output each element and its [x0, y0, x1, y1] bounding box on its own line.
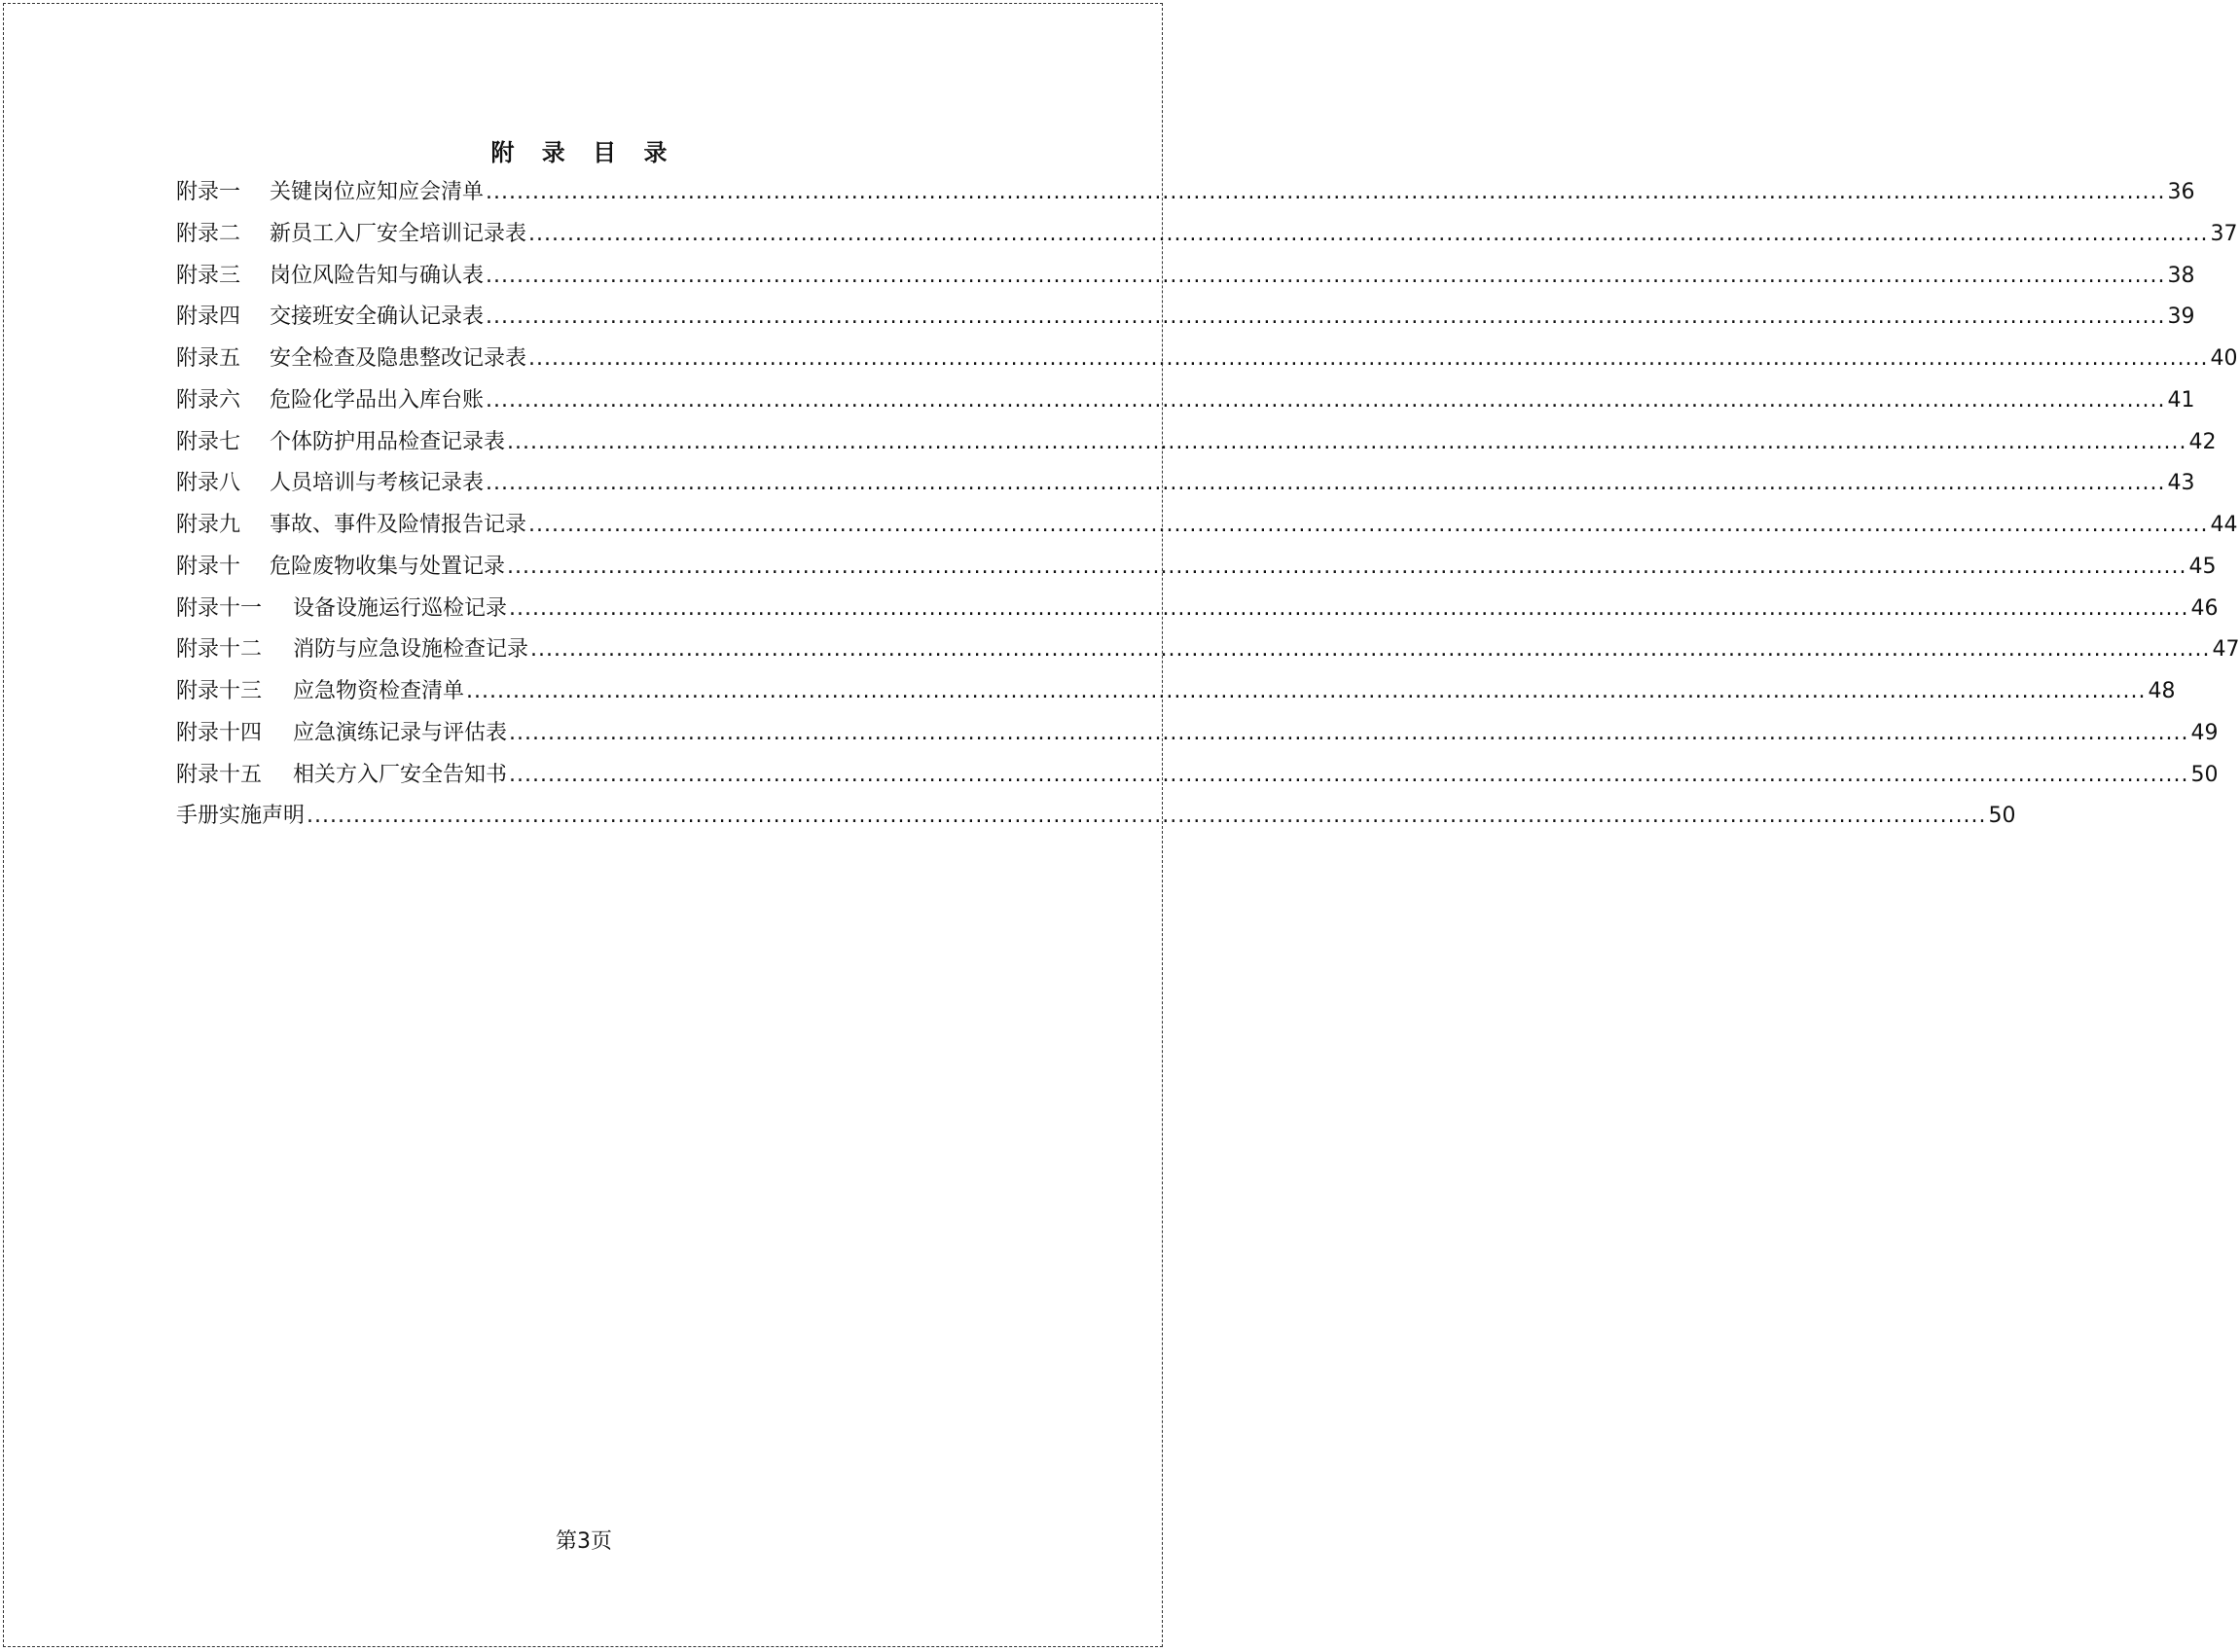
- toc-entry-page: 37: [2210, 221, 2238, 246]
- toc-entry-title: 交接班安全确认记录表: [270, 305, 485, 330]
- toc-entry-label: 附录一: [176, 180, 241, 204]
- toc-entry[interactable]: [176, 340, 2238, 381]
- toc-entry[interactable]: [176, 298, 2195, 340]
- toc-entry[interactable]: [176, 464, 2195, 506]
- toc-entry-label: 附录十四: [176, 720, 263, 745]
- page-title: 附 录 目 录: [490, 139, 677, 166]
- toc-entry-leader: ........................................................................................................................................................................................................................: [486, 305, 2166, 330]
- toc-entry-page: 49: [2190, 720, 2219, 745]
- toc-entry-leader: ........................................................................................................................................................................................................................: [509, 595, 2189, 621]
- toc-entry[interactable]: [176, 714, 2219, 756]
- toc-entry-leader: ........................................................................................................................................................................................................................: [486, 180, 2166, 204]
- toc-entry-page: 46: [2190, 595, 2219, 621]
- toc-list: [176, 173, 2240, 839]
- toc-entry-title: 消防与应急设施检查记录: [293, 637, 529, 663]
- toc-entry-title: 设备设施运行巡检记录: [293, 595, 508, 621]
- toc-entry-page: 40: [2210, 346, 2238, 371]
- toc-entry[interactable]: [176, 548, 2217, 590]
- toc-entry-label: 附录五: [176, 346, 241, 371]
- toc-entry-title: 人员培训与考核记录表: [270, 471, 485, 496]
- toc-entry-page: 50: [2190, 762, 2219, 787]
- toc-entry-label: 附录三: [176, 263, 241, 288]
- toc-entry-label: 附录十二: [176, 637, 263, 663]
- toc-entry-title: 相关方入厂安全告知书: [293, 762, 508, 787]
- toc-entry-label: 附录四: [176, 305, 241, 330]
- toc-entry-leader: ........................................................................................................................................................................................................................: [528, 346, 2209, 371]
- toc-entry-label: 附录十: [176, 554, 241, 579]
- toc-entry-title: 个体防护用品检查记录表: [270, 429, 506, 454]
- toc-entry-leader: ........................................................................................................................................................................................................................: [486, 471, 2166, 496]
- toc-entry-label: 附录十一: [176, 595, 263, 621]
- toc-entry-leader: ........................................................................................................................................................................................................................: [307, 804, 1987, 829]
- toc-entry[interactable]: [176, 257, 2195, 299]
- toc-entry-leader: ........................................................................................................................................................................................................................: [486, 263, 2166, 288]
- toc-entry-page: 41: [2167, 387, 2195, 413]
- toc-entry-label: 附录二: [176, 221, 241, 246]
- toc-entry-title: 应急物资检查清单: [293, 679, 465, 703]
- toc-entry-title: 危险化学品出入库台账: [270, 387, 485, 413]
- toc-entry-title: 岗位风险告知与确认表: [270, 263, 485, 288]
- toc-entry[interactable]: [176, 797, 2016, 839]
- toc-entry-page: 38: [2167, 263, 2195, 288]
- toc-entry[interactable]: [176, 672, 2176, 714]
- toc-entry-title: 应急演练记录与评估表: [293, 720, 508, 745]
- toc-entry-leader: ........................................................................................................................................................................................................................: [528, 513, 2209, 537]
- toc-entry-leader: ........................................................................................................................................................................................................................: [528, 221, 2209, 246]
- toc-entry-label: 附录十三: [176, 679, 263, 703]
- toc-entry-page: 39: [2167, 305, 2195, 330]
- toc-entry-title: 危险废物收集与处置记录: [270, 554, 506, 579]
- toc-entry-page: 42: [2188, 429, 2217, 454]
- toc-entry[interactable]: [176, 381, 2195, 423]
- toc-entry-leader: ........................................................................................................................................................................................................................: [466, 679, 2147, 703]
- toc-entry-leader: ........................................................................................................................................................................................................................: [509, 720, 2189, 745]
- toc-entry-page: 48: [2148, 679, 2176, 703]
- toc-entry-page: 47: [2212, 637, 2240, 663]
- toc-entry-title: 新员工入厂安全培训记录表: [270, 221, 527, 246]
- toc-entry[interactable]: [176, 630, 2240, 672]
- toc-entry[interactable]: [176, 215, 2238, 257]
- toc-entry-title: 手册实施声明: [176, 804, 306, 829]
- toc-entry-leader: ........................................................................................................................................................................................................................: [509, 762, 2189, 787]
- toc-entry[interactable]: [176, 590, 2219, 631]
- toc-entry-leader: ........................................................................................................................................................................................................................: [530, 637, 2211, 663]
- toc-entry-leader: ........................................................................................................................................................................................................................: [507, 554, 2187, 579]
- toc-entry-page: 50: [1988, 804, 2016, 829]
- toc-entry-label: 附录六: [176, 387, 241, 413]
- toc-entry-label: 附录八: [176, 471, 241, 496]
- toc-entry[interactable]: [176, 506, 2238, 548]
- toc-entry-label: 附录七: [176, 429, 241, 454]
- toc-entry-label: 附录十五: [176, 762, 263, 787]
- toc-entry-label: 附录九: [176, 513, 241, 537]
- toc-entry-page: 45: [2188, 554, 2217, 579]
- toc-entry-title: 安全检查及隐患整改记录表: [270, 346, 527, 371]
- toc-entry-page: 36: [2167, 180, 2195, 204]
- page-number: 第3页: [556, 1529, 612, 1554]
- toc-entry-leader: ........................................................................................................................................................................................................................: [486, 387, 2166, 413]
- toc-entry-page: 44: [2210, 513, 2238, 537]
- toc-entry-title: 关键岗位应知应会清单: [270, 180, 485, 204]
- toc-entry[interactable]: [176, 756, 2219, 798]
- toc-entry-title: 事故、事件及险情报告记录: [270, 513, 527, 537]
- toc-entry-leader: ........................................................................................................................................................................................................................: [507, 429, 2187, 454]
- toc-entry[interactable]: [176, 173, 2195, 215]
- toc-entry[interactable]: [176, 423, 2217, 465]
- toc-entry-page: 43: [2167, 471, 2195, 496]
